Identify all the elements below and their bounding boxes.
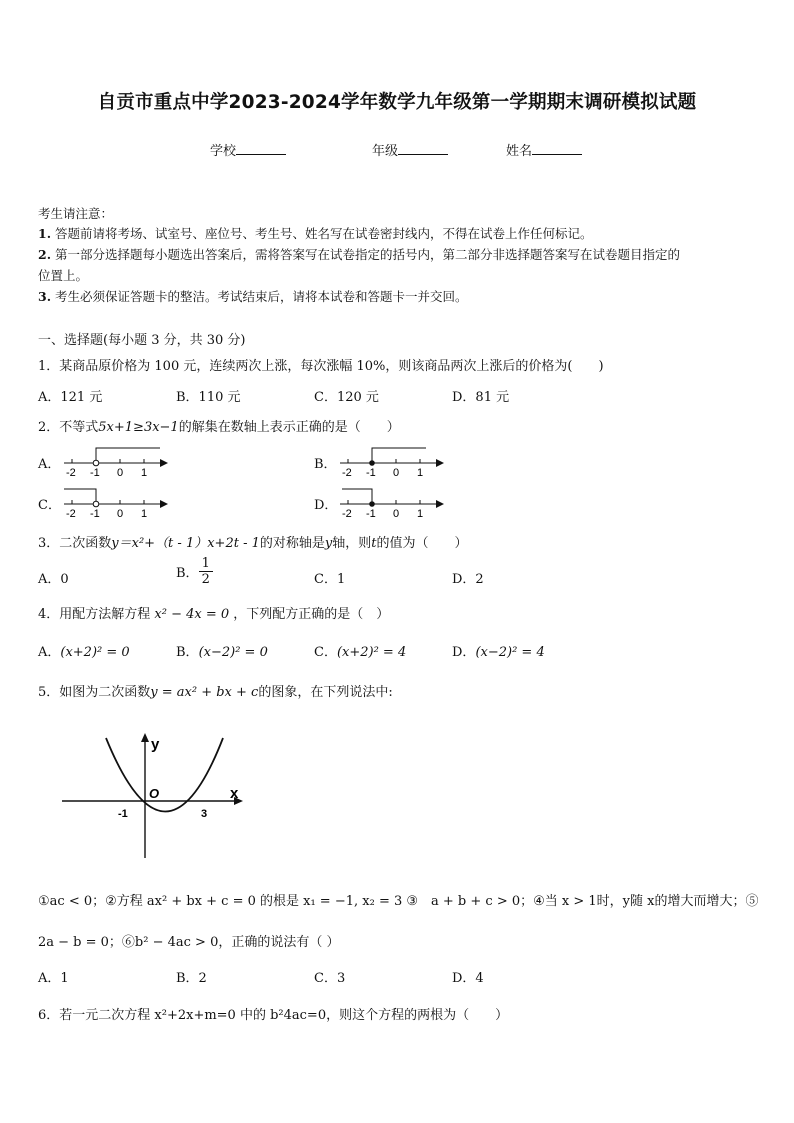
note-3-text: 考生必须保证答题卡的整洁。考试结束后，请将本试卷和答题卡一并交回。 (55, 289, 468, 304)
q5-function: y = ax² + bx + c (150, 685, 259, 700)
q3-fraction (199, 556, 213, 587)
page-title: 自贡市重点中学2023-2024学年数学九年级第一学期期末调研模拟试题 (97, 92, 697, 113)
q3-option-b[interactable] (176, 556, 213, 587)
q5-parabola-graph (58, 730, 248, 862)
tick-label: -2 (66, 508, 76, 520)
note-1-num: 1. (38, 226, 52, 241)
question-5-stem (38, 681, 393, 700)
q5-stem-a: 5．如图为二次函数 (38, 685, 151, 700)
q1-option-b[interactable]: B．110 元 (176, 390, 241, 405)
name-blank (532, 141, 582, 155)
tick-label: -1 (366, 467, 376, 479)
q5-option-d[interactable]: D．4 (452, 971, 484, 986)
q3-fraction-numerator: 1 (199, 556, 213, 572)
q3-var-t: t (371, 536, 377, 551)
q2-option-d-label[interactable]: D． (314, 498, 338, 513)
tick-label: 0 (117, 467, 124, 479)
y-axis-label: y (151, 736, 160, 753)
question-1-stem: 1．某商品原价格为 100 元，连续两次上涨，每次涨幅 10%，则该商品两次上涨后的价格为( ) (38, 359, 604, 374)
grade-field (372, 140, 448, 159)
tick-label: 1 (141, 508, 148, 520)
q2-number-line-a (60, 440, 170, 480)
q4-option-a[interactable] (38, 641, 130, 660)
q3-stem-a: 3．二次函数 (38, 536, 112, 551)
school-field (210, 140, 286, 159)
q2-number-line-d (336, 481, 446, 521)
q3-option-d[interactable]: D．2 (452, 572, 484, 587)
notes-heading: 考生请注意： (38, 206, 114, 221)
q4-option-b-math: (x−2)² = 0 (198, 645, 268, 660)
name-field (506, 140, 582, 159)
question-2-stem (38, 416, 400, 435)
school-blank (236, 141, 286, 155)
q4-option-d-math: (x−2)² = 4 (475, 645, 545, 660)
q4-option-c-math: (x+2)² = 4 (336, 645, 407, 660)
tick-label: 0 (117, 508, 124, 520)
question-3-stem (38, 532, 468, 551)
q3-option-c[interactable]: C．1 (314, 572, 346, 587)
q4-option-a-label: A． (38, 645, 61, 660)
q5-stem-b: 的图象，在下列说法中: (258, 685, 393, 700)
q2-stem-suffix: 的解集在数轴上表示正确的是（ ） (178, 420, 400, 435)
q1-option-a[interactable]: A．121 元 (38, 390, 103, 405)
tick-label: -1 (90, 508, 100, 520)
x-axis-label: x (230, 785, 239, 802)
tick-label: 0 (393, 508, 400, 520)
note-2-num: 2. (38, 247, 52, 262)
q4-option-d[interactable] (452, 641, 545, 660)
q2-option-c-label[interactable]: C． (38, 498, 61, 513)
tick-label: 1 (417, 508, 424, 520)
q1-option-d[interactable]: D．81 元 (452, 390, 510, 405)
note-2-cont: 位置上。 (38, 268, 89, 283)
q3-stem-b: 的对称轴是 (259, 536, 325, 551)
grade-blank (398, 141, 448, 155)
tick-label: 1 (141, 467, 148, 479)
tick-label: -1 (366, 508, 376, 520)
tick-label: -1 (90, 467, 100, 479)
question-4-stem (38, 603, 389, 622)
q4-stem-b: ，下列配方正确的是（ ） (233, 607, 390, 622)
q4-equation: x² − 4x = 0 (154, 607, 230, 622)
tick-label: -2 (342, 508, 352, 520)
q2-stem-prefix: 2．不等式 (38, 420, 99, 435)
q3-stem-d: 的值为（ ） (376, 536, 468, 551)
q4-option-c-label: C． (314, 645, 337, 660)
school-label: 学校 (210, 144, 237, 159)
q3-stem-c: 轴，则 (332, 536, 372, 551)
q3-option-a[interactable]: A．0 (38, 572, 69, 587)
q2-number-line-c (60, 481, 170, 521)
root-label-left: -1 (118, 808, 128, 820)
q3-var-y: y (324, 536, 333, 551)
q4-option-a-math: (x+2)² = 0 (60, 645, 130, 660)
q3-option-b-label: B． (176, 566, 199, 581)
section-heading: 一、选择题(每小题 3 分，共 30 分) (38, 333, 246, 348)
q5-option-c[interactable]: C．3 (314, 971, 346, 986)
q4-option-b[interactable] (176, 641, 268, 660)
q2-option-b-label[interactable]: B． (314, 457, 337, 472)
q3-function: y＝x²+（t - 1）x+2t - 1 (111, 536, 260, 551)
q4-stem-a: 4．用配方法解方程 (38, 607, 151, 622)
root-label-right: 3 (201, 808, 208, 820)
question-6-stem: 6．若一元二次方程 x²+2x+m=0 中的 b²4ac=0，则这个方程的两根为（ ） (38, 1008, 509, 1023)
note-1-text: 答题前请将考场、试室号、座位号、考生号、姓名写在试卷密封线内，不得在试卷上作任何标记。 (55, 226, 593, 241)
q2-inequality: 5x+1≥3x−1 (98, 420, 179, 435)
q4-option-b-label: B． (176, 645, 199, 660)
q1-option-c[interactable]: C．120 元 (314, 390, 379, 405)
tick-label: 0 (393, 467, 400, 479)
q5-option-a[interactable]: A．1 (38, 971, 69, 986)
q4-option-d-label: D． (452, 645, 476, 660)
q4-option-c[interactable] (314, 641, 406, 660)
q3-fraction-denominator: 2 (201, 572, 210, 587)
q5-option-b[interactable]: B．2 (176, 971, 207, 986)
note-3-num: 3. (38, 289, 52, 304)
tick-label: -2 (342, 467, 352, 479)
q5-statements-line1: ①ac < 0；②方程 ax² + bx + c = 0 的根是 x₁ = −1, x₂ = 3 ③ a + b + c > 0；④当 x > 1时，y随 x的增大而增大；⑤ (38, 894, 759, 909)
tick-label: -2 (66, 467, 76, 479)
tick-label: 1 (417, 467, 424, 479)
note-2-text: 第一部分选择题每小题选出答案后，需将答案写在试卷指定的括号内，第二部分非选择题答案写在试卷题目指定的 (55, 247, 681, 262)
origin-label: O (149, 786, 160, 801)
q2-option-a-label[interactable]: A． (38, 457, 61, 472)
q5-statements-line2: 2a − b = 0；⑥b² − 4ac > 0，正确的说法有（ ） (38, 935, 340, 950)
grade-label: 年级 (372, 144, 399, 159)
q2-number-line-b (336, 440, 446, 480)
note-1 (38, 224, 593, 242)
note-2 (38, 245, 680, 263)
note-3 (38, 287, 468, 305)
name-label: 姓名 (506, 144, 533, 159)
